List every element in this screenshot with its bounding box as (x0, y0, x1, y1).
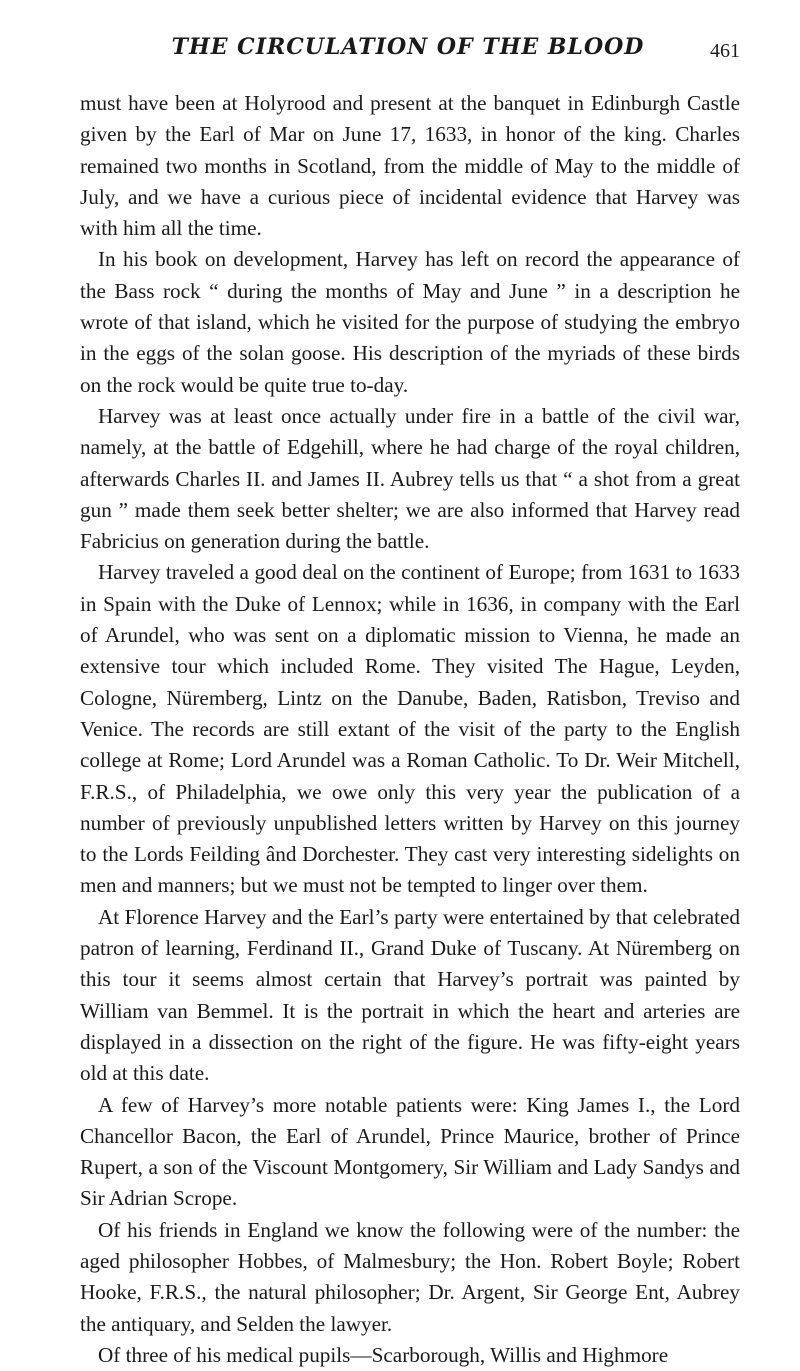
paragraph: Harvey traveled a good deal on the continent of Europe; from 1631 to 1633 in Spain with the Duke of Lennox; while in 1636, in company with the Earl of Arundel, who was sent on a diplomatic mission to Vienna, he made an extensive tour which included Rome. They visited The Hague, Leyden, Cologne, Nüremberg, Lintz on the Danube, Baden, Ratisbon, Treviso and Venice. The records are still extant of the visit of the party to the English college at Rome; Lord Arundel was a Roman Catholic. To Dr. Weir Mitchell, F.R.S., of Philadelphia, we owe only this very year the publication of a number of previously unpublished letters written by Harvey on this journey to the Lords Feilding ând Dorchester. They cast very interesting sidelights on men and manners; but we must not be tempted to linger over them. (80, 560, 740, 898)
page-number: 461 (710, 40, 740, 62)
running-title: THE CIRCULATION OF THE BLOOD (171, 34, 645, 60)
paragraph: Harvey was at least once actually under fire in a battle of the civil war, namely, at the battle of Edgehill, where he had charge of the royal children, afterwards Charles II. and James II. Aubrey tells us that “ a shot from a great gun ” made them seek better shelter; we are also informed that Harvey read Fabricius on generation during the battle. (80, 403, 740, 554)
running-head (78, 30, 738, 70)
paragraph: must have been at Holyrood and present at the banquet in Edinburgh Castle given by the Earl of Mar on June 17, 1633, in honor of the king. Charles remained two months in Scotland, from the middle of May to the middle of July, and we have a curious piece of incidental evidence that Harvey was with him all the time. (80, 91, 740, 241)
paragraph: A few of Harvey’s more notable patients were: King James I., the Lord Chancellor Bacon, the Earl of Arundel, Prince Maurice, brother of Prince Rupert, a son of the Viscount Montgomery, Sir William and Lady Sandys and Sir Adrian Scrope. (80, 1092, 740, 1211)
paragraph: In his book on development, Harvey has left on record the appearance of the Bass rock “ during the months of May and June ” in a description he wrote of that island, which he visited for the purpose of studying the embryo in the eggs of the solan goose. His description of the myriads of these birds on the rock would be quite true to-day. (80, 247, 740, 397)
paragraph: Of three of his medical pupils—Scarborough, Willis and Highmore (98, 1342, 669, 1367)
paragraph: At Florence Harvey and the Earl’s party were entertained by that celebrated patron of learning, Ferdinand II., Grand Duke of Tuscany. At Nüremberg on this tour it seems almost certain that Harvey’s portrait was painted by William van Bemmel. It is the portrait in which the heart and arteries are displayed in a dissection on the right of the figure. He was fifty-eight years old at this date. (80, 904, 740, 1086)
body-text (80, 88, 740, 1371)
paragraph: Of his friends in England we know the following were of the number: the aged philosopher Hobbes, of Malmesbury; the Hon. Robert Boyle; Robert Hooke, F.R.S., the natural philosopher; Dr. Argent, Sir George Ent, Aubrey the antiquary, and Selden the lawyer. (80, 1217, 740, 1336)
